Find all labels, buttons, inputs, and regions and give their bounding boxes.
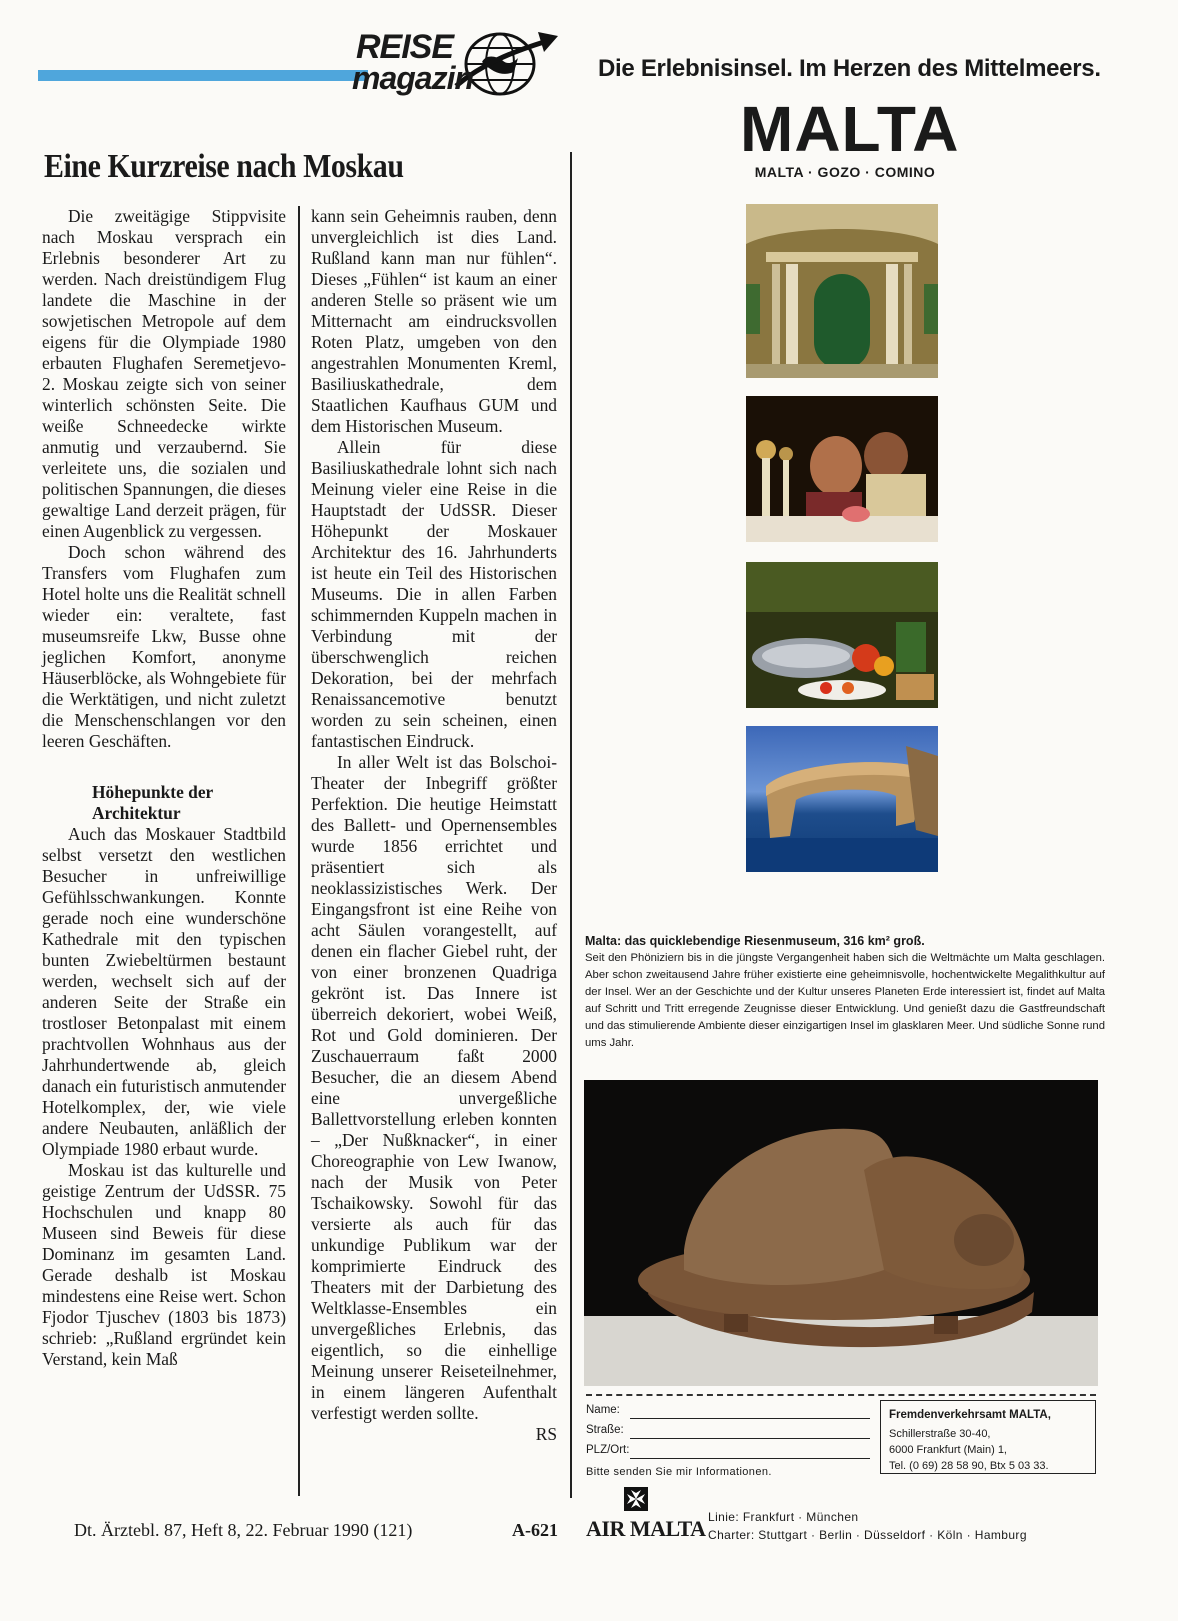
paragraph: In aller Welt ist das Bolschoi-Theater der Inbegriff größter Perfektion. Die heutige Heimstatt des Ballett- und Opernensembles wurde 1856 errichtet und präsentiert sich als neoklassizistisches Werk. Der Eingangsfront ist eine Reihe von acht Säulen vorangestellt, auf denen ein flacher Giebel ruht, der von einer bronzenen Quadriga gekrönt ist. Das Innere ist überreich dekoriert, wobei Weiß, Rot und Gold dominieren. Der Zuschauerraum faßt 2000 Besucher, die an diesem Abend eine unvergeßliche Ballettvorstellung erleben konnten – „Der Nußknacker“, in einer Choreographie von Lew Iwanow, nach der Musik von Peter Tschaikowsky. Sowohl für das versierte als auch für das unkundige Publikum war der komprimierte Eindruck des Theaters mit der Darbietung des Weltklasse-Ensembles ein unvergeßliches Erlebnis, das eigentlich, so die einhellige Meinung unserer Reiseteilnehmer, in einem längeren Aufenthalt verfestigt werden sollte. xyxy=(311,752,557,1423)
airline-name: AIR MALTA xyxy=(586,1516,706,1541)
candlelight-dinner-photo xyxy=(746,396,938,542)
tourist-office-address xyxy=(880,1400,1096,1474)
form-note: Bitte senden Sie mir Informationen. xyxy=(586,1466,772,1478)
route-charter: Charter: Stuttgart · Berlin · Düsseldorf · Köln · Hamburg xyxy=(708,1528,1027,1542)
city-label: PLZ/Ort: xyxy=(586,1444,630,1456)
route-scheduled: Linie: Frankfurt · München xyxy=(708,1510,859,1524)
article-title: Eine Kurzreise nach Moskau xyxy=(44,148,404,185)
ad-tagline: Die Erlebnisinsel. Im Herzen des Mittelmeers. xyxy=(598,55,1101,82)
address-title: Fremdenverkehrsamt MALTA, xyxy=(889,1409,1051,1421)
subheading xyxy=(42,782,286,824)
sleeping-lady-sculpture-photo xyxy=(584,1080,1098,1386)
masthead-bar xyxy=(38,70,368,81)
seafood-buffet-photo xyxy=(746,562,938,708)
author-signature: RS xyxy=(535,1424,557,1444)
azure-window-coast-photo xyxy=(746,726,938,872)
journal-reference: Dt. Ärztebl. 87, Heft 8, 22. Februar 1990 (121) xyxy=(74,1520,413,1540)
cut-line xyxy=(586,1394,1096,1396)
section-rule xyxy=(570,152,572,1498)
name-label: Name: xyxy=(586,1404,620,1416)
logo-word-magazin: magazin xyxy=(352,60,474,96)
address-line: 6000 Frankfurt (Main) 1, xyxy=(889,1444,1007,1456)
paragraph: kann sein Geheimnis rauben, denn unvergleichlich ist dies Land. Rußland kann man nur fühlen“. Dieses „Fühlen“ ist kaum an einer anderen Stelle so präsent wie um Mitternacht am eindrucksvollen Roten Platz, umgeben von den angestrahlen Monumenten Kreml, Basiliuskathedrale, dem Staatlichen Kaufhaus GUM und dem Historischen Museum. xyxy=(311,206,557,436)
page-number: A-621 xyxy=(512,1520,558,1540)
malta-logo-subtitle: MALTA · GOZO · COMINO xyxy=(754,164,936,180)
address-line: Tel. (0 69) 28 58 90, Btx 5 03 33. xyxy=(889,1460,1049,1472)
palace-photo xyxy=(746,204,938,378)
city-field[interactable] xyxy=(630,1458,870,1459)
column-rule xyxy=(298,206,300,1496)
paragraph: Moskau ist das kulturelle und geistige Zentrum der UdSSR. 75 Hochschulen und knapp 80 Museen sind Beweis für diese Dominanz im gesamten Land. Gerade deshalb ist Moskau mindestens eine Reise wert. Schon Fjodor Tjuschev (1803 bis 1873) schrieb: „Rußland ergründet kein Verstand, kein Maß xyxy=(42,1160,286,1369)
subheading-line: Architektur xyxy=(92,803,181,823)
article-column-2 xyxy=(311,206,557,1445)
paragraph: Auch das Moskauer Stadtbild selbst versetzt den westlichen Besucher in unfreiwillige Gefühlsschwankungen. Konnte gerade noch eine wunderschöne Kathedrale mit den typischen bunten Zwiebeltürmen bestaunt werden, wechselt sich auf der anderen Seite der Straße ein trostloser Betonpalast mit einem prachtvollen Wohnhaus aus der Jahrhundertwende ab, gleich danach ein futuristisch anmutender Hotelkomplex, der, wie viele andere Neubauten, anläßlich der Olympiade 1980 erbaut wurde. xyxy=(42,824,286,1159)
article-column-1 xyxy=(42,206,286,1370)
caption-body: Seit den Phöniziern bis in die jüngste Vergangenheit haben sich die Weltmächte um Malta geschlagen. Aber schon zweitausend Jahre früher existierte eine geheimnisvolle, hochentwickelte Megalithkultur auf der Insel. Wer an der Geschichte und der Kultur unseres Planeten Erde interessiert ist, findet auf Malta auf Schritt und Tritt erregende Zeugnisse dieser Entwicklung. Und genießt dazu die Gastfreundschaft und das stimulierende Ambiente dieser einzigartigen Insel im glasklaren Meer. Und südliche Sonne rund ums Jahr. xyxy=(585,952,1105,1049)
maltese-cross-icon xyxy=(624,1487,648,1511)
reisemagazin-logo xyxy=(352,24,586,100)
caption-title: Malta: das quicklebendige Riesenmuseum, 316 km² groß. xyxy=(585,934,925,948)
address-line: Schillerstraße 30-40, xyxy=(889,1428,991,1440)
street-label: Straße: xyxy=(586,1424,624,1436)
street-field[interactable] xyxy=(630,1438,870,1439)
name-field[interactable] xyxy=(630,1418,870,1419)
malta-logo: MALTA xyxy=(740,93,960,165)
logo-word-reise: REISE xyxy=(356,28,454,66)
paragraph: Doch schon während des Transfers vom Flughafen zum Hotel holte uns die Realität schnell wieder ein: veraltete, fast museumsreife Lkw, Busse ohne jeglichen Komfort, anonyme Häuserblöcke, als Wohngebiete für die Werktätigen, und nicht zuletzt die Menschenschlangen vor den leeren Geschäften. xyxy=(42,542,286,751)
subheading-line: Höhepunkte der xyxy=(92,782,214,802)
paragraph: Allein für diese Basiliuskathedrale lohnt sich nach Meinung vieler eine Reise in die Hauptstadt der UdSSR. Dieser Höhepunkt der Moskauer Architektur des 16. Jahrhunderts ist heute ein Teil des Historischen Museums. Die in allen Farben schimmernden Kuppeln machen in Verbindung mit der überschwenglich reichen Dekoration, bei der mehrfach Renaissancemotive benutzt worden zu sein scheinen, einen fantastischen Eindruck. xyxy=(311,437,557,751)
paragraph: Die zweitägige Stippvisite nach Moskau versprach ein Erlebnis besonderer Art zu werden. Nach dreistündigem Flug landete die Maschine in der sowjetischen Metropole auf dem eigens für die Olympiade 1980 erbauten Flughafen Seremetjevo-2. Moskau zeigte sich von seiner winterlich schönsten Seite. Die weiße Schneedecke wirkte anmutig und verzaubernd. Sie verleitete uns, die sozialen und politischen Spannungen, die dieses gewaltige Land derzeit prägen, für einen Augenblick zu vergessen. xyxy=(42,206,286,541)
